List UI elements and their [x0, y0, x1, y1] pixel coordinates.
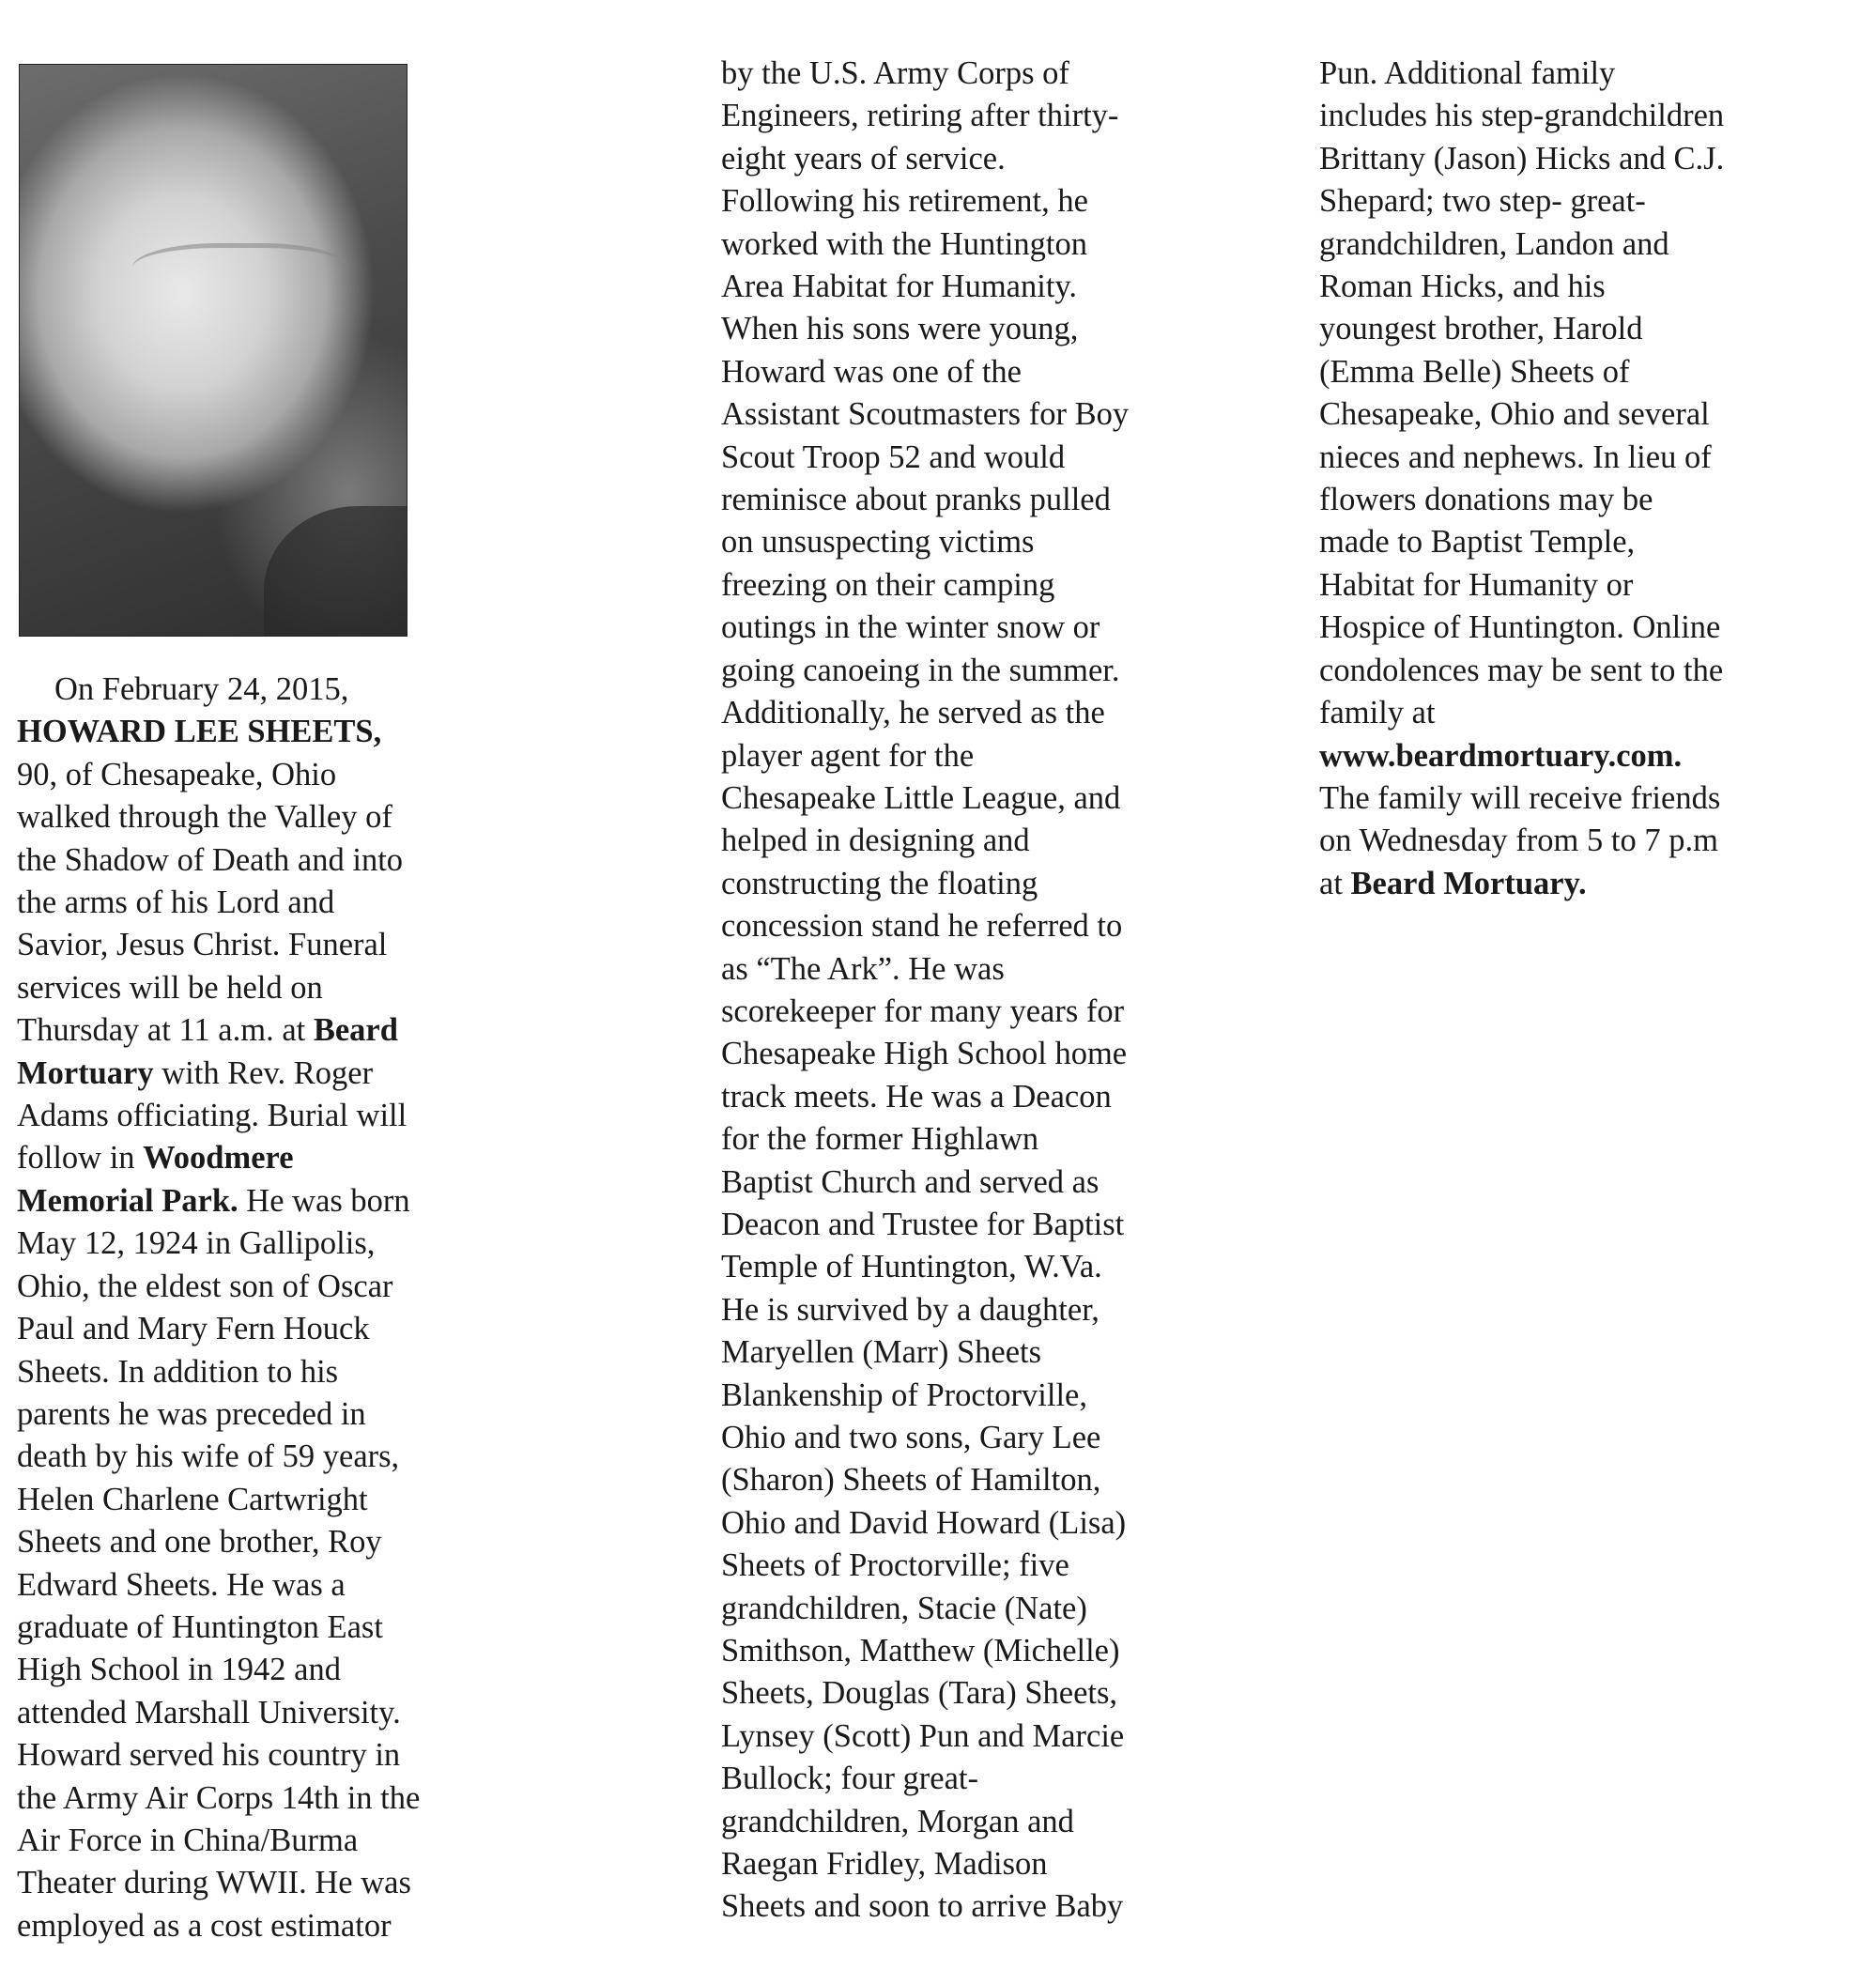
bold-text: Mortuary — [17, 1054, 154, 1091]
text-line: employed as a cost estimator — [17, 1907, 392, 1944]
text-line: death by his wife of 59 years, — [17, 1438, 400, 1475]
text-line: made to Baptist Temple, — [1319, 524, 1636, 561]
text-line: Baptist Church and served as — [721, 1163, 1099, 1200]
text-line: When his sons were young, — [721, 311, 1079, 347]
bold-text: Memorial Park. — [17, 1182, 238, 1219]
text-line: Chesapeake, Ohio and several — [1319, 396, 1710, 433]
text-line: He is survived by a daughter, — [721, 1291, 1099, 1328]
text-line: Ohio, the eldest son of Oscar — [17, 1268, 393, 1304]
text-line: Adams officiating. Burial will — [17, 1098, 407, 1134]
text-line: Thursday at 11 a.m. at Beard — [17, 1012, 398, 1049]
text-line: Edward Sheets. He was a — [17, 1566, 346, 1603]
text-line: for the former Highlawn — [721, 1121, 1039, 1158]
text-line: the Army Air Corps 14th in the — [17, 1779, 421, 1816]
text-line: at Beard Mortuary. — [1319, 865, 1587, 901]
text-line: track meets. He was a Deacon — [721, 1078, 1112, 1115]
text-line: includes his step-grandchildren — [1319, 98, 1725, 134]
text-line: Engineers, retiring after thirty- — [721, 98, 1119, 134]
text-line: Roman Hicks, and his — [1319, 269, 1606, 305]
bold-text: Woodmere — [143, 1140, 294, 1177]
text-line: on Wednesday from 5 to 7 p.m — [1319, 823, 1718, 859]
bold-text: HOWARD LEE SHEETS, — [17, 714, 382, 750]
text-line: Raegan Fridley, Madison — [721, 1846, 1048, 1883]
text-line: grandchildren, Landon and — [1319, 225, 1669, 262]
text-line: Sheets, Douglas (Tara) Sheets, — [721, 1675, 1118, 1712]
obituary-column-2 — [721, 53, 1129, 1929]
text-line: Savior, Jesus Christ. Funeral — [17, 927, 388, 963]
text-line: Paul and Mary Fern Houck — [17, 1311, 370, 1347]
text-line: Following his retirement, he — [721, 183, 1088, 220]
text-line: Habitat for Humanity or — [1319, 566, 1634, 603]
text-line: flowers donations may be — [1319, 482, 1653, 518]
text-line: on unsuspecting victims — [721, 524, 1035, 561]
portrait-photo — [19, 64, 407, 637]
text-line — [17, 711, 420, 753]
text-line: Smithson, Matthew (Michelle) — [721, 1633, 1120, 1669]
text-line: Lynsey (Scott) Pun and Marcie — [721, 1717, 1125, 1754]
text-line: Howard served his country in — [17, 1737, 401, 1774]
text-line: concession stand he referred to — [721, 908, 1123, 945]
text-line: the Shadow of Death and into — [17, 841, 404, 878]
text-line: by the U.S. Army Corps of — [721, 55, 1069, 91]
text-line: eight years of service. — [721, 140, 1006, 177]
text-line — [1319, 735, 1724, 777]
text-line: Brittany (Jason) Hicks and C.J. — [1319, 140, 1725, 177]
text-line: 90, of Chesapeake, Ohio — [17, 756, 337, 792]
text-line: outings in the winter snow or — [721, 609, 1100, 646]
text-line: parents he was preceded in — [17, 1395, 366, 1432]
text-line: constructing the floating — [721, 865, 1038, 901]
text-line: Pun. Additional family — [1319, 55, 1616, 91]
text-line: Maryellen (Marr) Sheets — [721, 1334, 1042, 1371]
text-line: Sheets of Proctorville; five — [721, 1547, 1069, 1584]
text-line: Shepard; two step- great- — [1319, 183, 1646, 220]
obituary-column-1 — [17, 669, 420, 1947]
text-line: Hospice of Huntington. Online — [1319, 609, 1721, 646]
text-line: Ohio and two sons, Gary Lee — [721, 1420, 1101, 1455]
text-line: Blankenship of Proctorville, — [721, 1377, 1087, 1413]
text-line: Deacon and Trustee for Baptist — [721, 1206, 1125, 1242]
text-line: worked with the Huntington — [721, 225, 1087, 262]
text-line: Howard was one of the — [721, 353, 1022, 390]
text-line: Assistant Scoutmasters for Boy — [721, 396, 1130, 433]
text-line: Theater during WWII. He was — [17, 1865, 411, 1901]
text-line: Bullock; four great- — [721, 1761, 978, 1797]
text-line: On February 24, 2015, — [54, 671, 349, 707]
text-line: Sheets. In addition to his — [17, 1353, 339, 1390]
text-line: walked through the Valley of — [17, 799, 392, 836]
text-line: the arms of his Lord and — [17, 885, 335, 921]
text-line: scorekeeper for many years for — [721, 992, 1125, 1029]
text-line: going canoeing in the summer. — [721, 652, 1120, 688]
text-line: services will be held on — [17, 969, 323, 1006]
text-line: Sheets and soon to arrive Baby — [721, 1888, 1124, 1925]
text-line: family at — [1319, 695, 1436, 731]
text-line: player agent for the — [721, 737, 975, 774]
text-line: Mortuary with Rev. Roger — [17, 1054, 374, 1091]
text-line: freezing on their camping — [721, 566, 1055, 603]
text-line: grandchildren, Stacie (Nate) — [721, 1590, 1087, 1626]
text-line: (Sharon) Sheets of Hamilton, — [721, 1462, 1101, 1499]
text-line: High School in 1942 and — [17, 1652, 341, 1688]
text-line: Additionally, he served as the — [721, 695, 1105, 731]
text-line: Area Habitat for Humanity. — [721, 269, 1078, 305]
text-line: nieces and nephews. In lieu of — [1319, 438, 1712, 475]
glasses-shape — [132, 243, 348, 304]
text-line: Memorial Park. He was born — [17, 1182, 410, 1219]
text-line: youngest brother, Harold — [1319, 311, 1643, 347]
text-line: Sheets and one brother, Roy — [17, 1524, 382, 1561]
text-line: Chesapeake Little League, and — [721, 779, 1121, 816]
text-line: follow in Woodmere — [17, 1140, 294, 1177]
bold-text: Beard — [313, 1012, 398, 1049]
shoulder-shape — [264, 506, 407, 637]
text-line: (Emma Belle) Sheets of — [1319, 353, 1630, 390]
text-line: attended Marshall University. — [17, 1694, 401, 1731]
text-line: helped in designing and — [721, 823, 1030, 859]
text-line: Ohio and David Howard (Lisa) — [721, 1504, 1127, 1541]
text-line: grandchildren, Morgan and — [721, 1803, 1074, 1839]
text-line: Chesapeake High School home — [721, 1036, 1128, 1072]
text-line: as “The Ark”. He was — [721, 950, 1005, 987]
text-line: Scout Troop 52 and would — [721, 438, 1066, 475]
text-line: The family will receive friends — [1319, 779, 1721, 816]
text-line: condolences may be sent to the — [1319, 652, 1724, 688]
obituary-column-3 — [1319, 53, 1724, 905]
bold-text: Beard Mortuary. — [1350, 865, 1587, 901]
text-line: Temple of Huntington, W.Va. — [721, 1249, 1102, 1285]
text-line: graduate of Huntington East — [17, 1608, 383, 1645]
text-line: Air Force in China/Burma — [17, 1822, 359, 1858]
text-line: reminisce about pranks pulled — [721, 482, 1111, 518]
bold-text: www.beardmortuary.com. — [1319, 737, 1683, 774]
text-line: May 12, 1924 in Gallipolis, — [17, 1225, 376, 1262]
text-line: Helen Charlene Cartwright — [17, 1481, 368, 1517]
